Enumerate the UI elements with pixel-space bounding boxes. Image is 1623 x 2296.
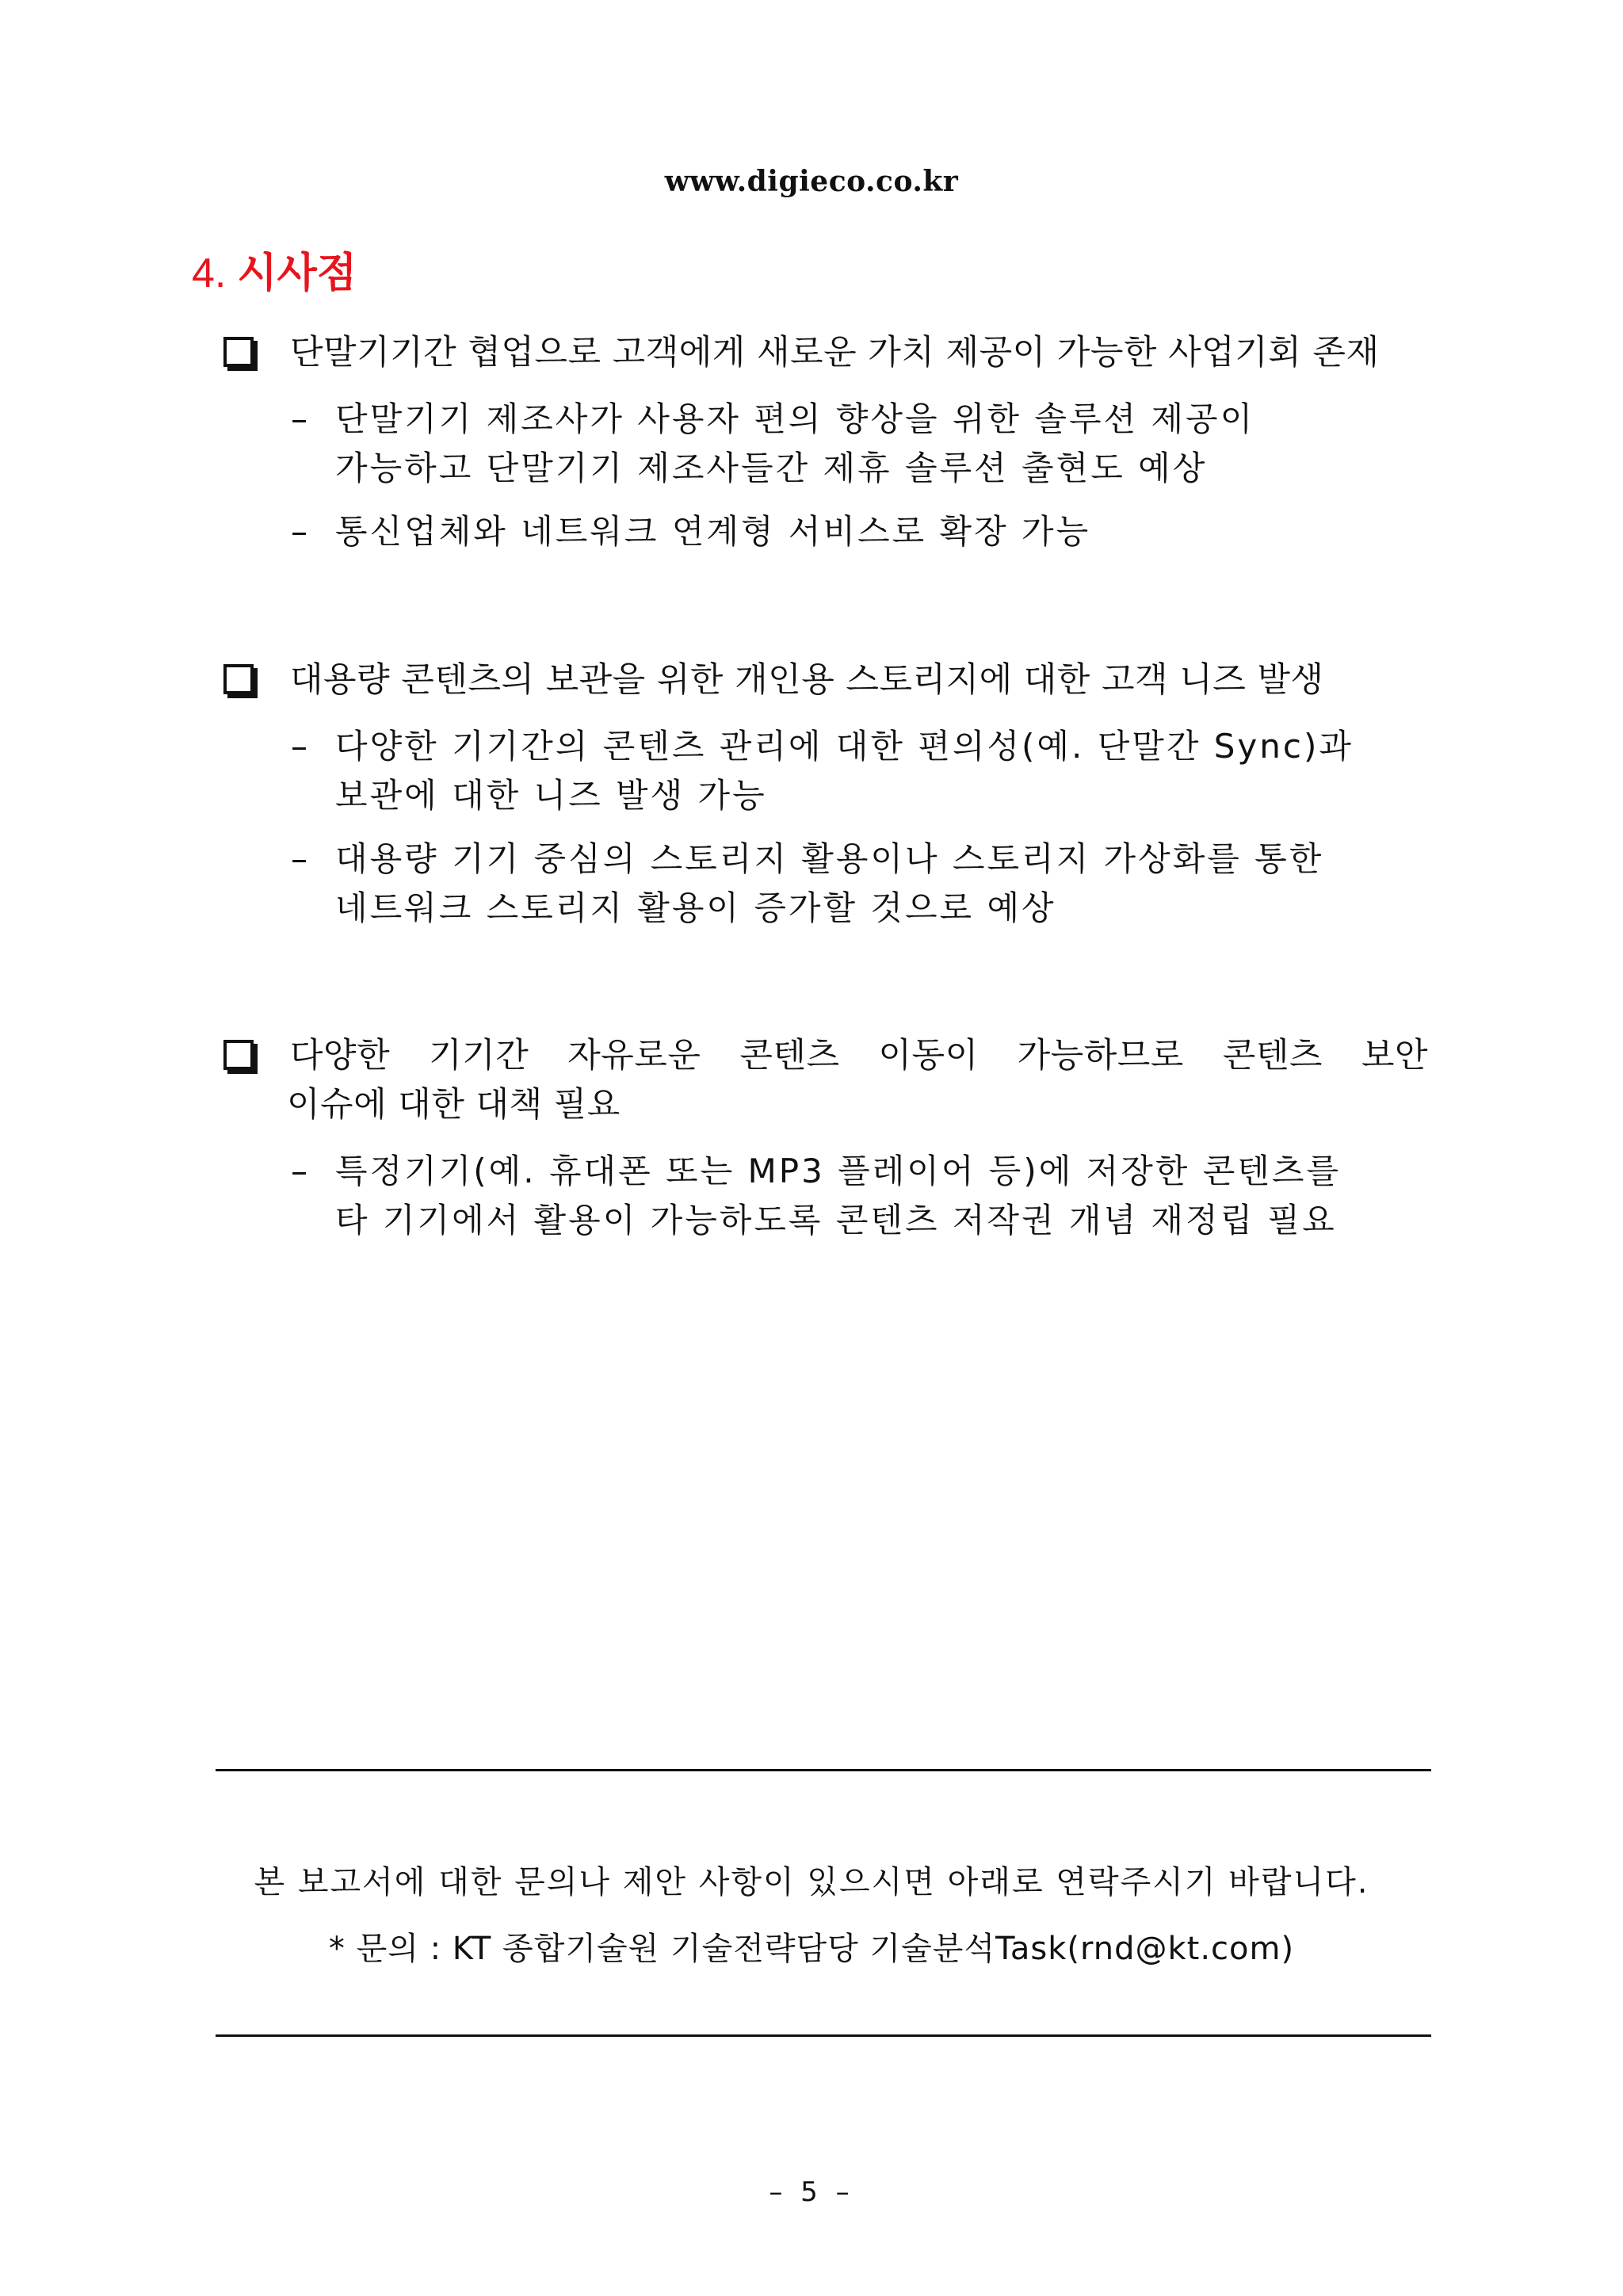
checkbox-bullet-icon <box>223 1040 254 1070</box>
footer-contact: * 문의 : KT 종합기술원 기술전략담당 기술분석Task(rnd@kt.com) <box>328 1931 1295 1967</box>
list-item-text <box>335 395 1428 493</box>
list-item-text <box>335 835 1428 933</box>
dash-bullet: – <box>291 512 307 551</box>
list-item-text <box>335 1147 1428 1245</box>
block-heading: 단말기기간 협업으로 고객에게 새로운 가치 제공이 가능한 사업기회 존재 <box>290 333 1380 372</box>
block-heading-row <box>223 1031 1428 1080</box>
list-item <box>291 722 1428 820</box>
footer-top-rule <box>216 1769 1431 1771</box>
list-item-line: 대용량 기기 중심의 스토리지 활용이나 스토리지 가상화를 통한 <box>335 839 1324 878</box>
list-item <box>291 507 1428 556</box>
list-item-line: 가능하고 단말기기 제조사들간 제휴 솔루션 출현도 예상 <box>335 449 1208 487</box>
block-heading: 대용량 콘텐츠의 보관을 위한 개인용 스토리지에 대한 고객 니즈 발생 <box>290 660 1324 700</box>
block-heading: 다양한 기기간 자유로운 콘텐츠 이동이 가능하므로 콘텐츠 보안 <box>290 1036 1428 1075</box>
page-number: – 5 – <box>769 2176 854 2208</box>
block-heading-row <box>223 328 1428 377</box>
list-item-line: 보관에 대한 니즈 발생 가능 <box>335 776 767 815</box>
dash-bullet: – <box>291 839 307 878</box>
list-item <box>291 1147 1428 1245</box>
section-number: 4. <box>192 250 227 296</box>
list-item-line: 특정기기(예. 휴대폰 또는 MP3 플레이어 등)에 저장한 콘텐츠를 <box>335 1152 1342 1190</box>
section-title-text: 시사점 <box>237 250 357 297</box>
footer-notice: 본 보고서에 대한 문의나 제안 사항이 있으시면 아래로 연락주시기 바랍니다. <box>254 1864 1369 1901</box>
block-2 <box>223 655 1428 933</box>
list-item <box>291 835 1428 933</box>
footer-bottom-rule <box>216 2034 1431 2037</box>
list-item-line: 단말기기 제조사가 사용자 편의 향상을 위한 솔루션 제공이 <box>335 399 1255 438</box>
list-item-line: 타 기기에서 활용이 가능하도록 콘텐츠 저작권 개념 재정립 필요 <box>335 1201 1337 1240</box>
dash-bullet: – <box>291 399 307 438</box>
checkbox-bullet-icon <box>223 337 254 367</box>
block-heading-row <box>223 655 1428 705</box>
header-url: www.digieco.co.kr <box>664 165 959 198</box>
list-item-line: 통신업체와 네트워크 연계형 서비스로 확장 가능 <box>335 512 1091 551</box>
block-heading-continuation: 이슈에 대한 대책 필요 <box>287 1085 621 1125</box>
list-item-text <box>335 722 1428 820</box>
checkbox-bullet-icon <box>223 664 254 694</box>
list-item <box>291 395 1428 493</box>
block-3 <box>223 1031 1428 1245</box>
section-title <box>192 239 357 299</box>
list-item-line: 다양한 기기간의 콘텐츠 관리에 대한 편의성(예. 단말간 Sync)과 <box>335 727 1354 766</box>
list-item-text <box>335 507 1428 556</box>
dash-bullet: – <box>291 727 307 766</box>
list-item-line: 네트워크 스토리지 활용이 증가할 것으로 예상 <box>335 888 1056 927</box>
dash-bullet: – <box>291 1152 307 1190</box>
block-1 <box>223 328 1428 556</box>
